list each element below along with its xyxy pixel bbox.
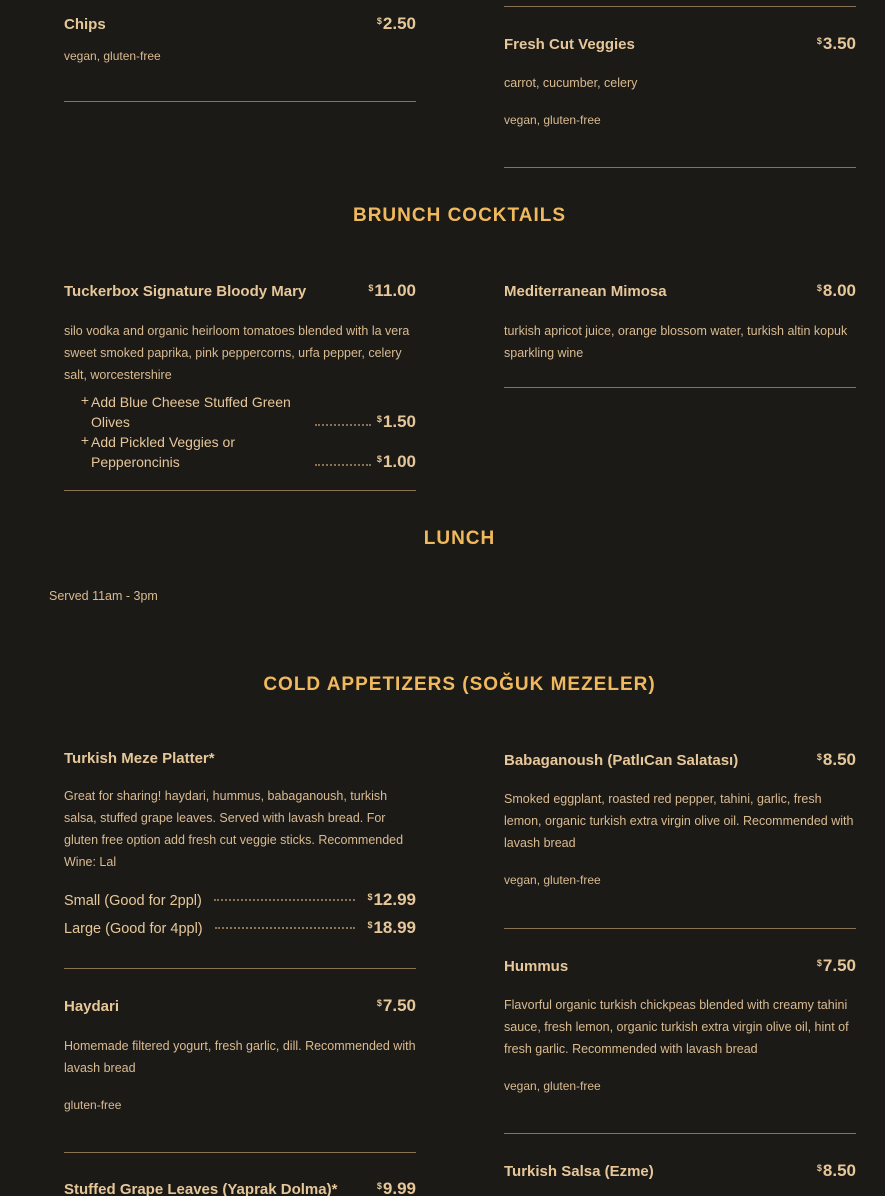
section-title-cold-appetizers: COLD APPETIZERS (SOĞUK MEZELER) — [263, 674, 656, 695]
divider — [504, 387, 856, 388]
dot-leader — [315, 464, 371, 466]
item-name: Babaganoush (PatlıCan Salatası) — [504, 752, 739, 769]
item-tags: vegan, gluten-free — [504, 113, 601, 127]
item-tags: gluten-free — [64, 1098, 122, 1112]
dot-leader — [214, 899, 356, 901]
divider — [64, 1152, 416, 1153]
item-price: $7.50 — [816, 956, 856, 975]
divider — [64, 968, 416, 969]
item-price: $11.00 — [368, 281, 416, 300]
item-description: Homemade filtered yogurt, fresh garlic, dill. Recommended with lavash bread — [64, 1039, 416, 1075]
divider — [64, 490, 416, 491]
section-title-lunch: LUNCH — [423, 528, 496, 549]
addon-pickled-veggies[interactable] — [64, 432, 416, 472]
item-description: Smoked eggplant, roasted red pepper, tahini, garlic, fresh lemon, organic turkish extra virgin olive oil. Recommended with lavash bread — [504, 792, 854, 850]
item-name: Fresh Cut Veggies — [504, 36, 635, 53]
dot-leader — [215, 927, 356, 929]
item-price: $3.50 — [816, 34, 856, 53]
item-description: Great for sharing! haydari, hummus, babaganoush, turkish salsa, stuffed grape leaves. Served with lavash bread. For gluten free option add fresh cut veggie sticks. Recommended Wine: Lal — [64, 789, 404, 869]
dot-leader — [315, 424, 371, 426]
item-name: Turkish Meze Platter* — [64, 750, 215, 767]
item-price: $8.50 — [816, 1161, 856, 1180]
item-description: carrot, cucumber, celery — [504, 76, 638, 90]
addon-label: Add Pickled Veggies or Pepperoncinis — [91, 434, 235, 470]
size-label: Large (Good for 4ppl) — [64, 921, 203, 937]
divider — [64, 101, 416, 102]
add-icon: + — [80, 392, 89, 408]
divider — [504, 1133, 856, 1134]
item-name: Mediterranean Mimosa — [504, 283, 667, 300]
menu-item-mediterranean-mimosa — [504, 281, 856, 364]
menu-item-babaganoush — [504, 750, 856, 887]
item-price: $7.50 — [376, 996, 416, 1015]
addon-price: $1.00 — [376, 452, 416, 471]
divider — [504, 928, 856, 929]
item-name: Chips — [64, 16, 106, 33]
size-price: $18.99 — [367, 918, 416, 937]
item-tags: vegan, gluten-free — [504, 1079, 601, 1093]
menu-item-turkish-meze-platter — [64, 750, 416, 938]
item-name: Hummus — [504, 958, 569, 975]
size-label: Small (Good for 2ppl) — [64, 893, 202, 909]
size-price: $12.99 — [367, 890, 416, 909]
item-name: Turkish Salsa (Ezme) — [504, 1163, 654, 1180]
add-icon: + — [80, 432, 89, 448]
menu-item-chips — [64, 14, 416, 63]
size-option-large[interactable] — [64, 918, 416, 938]
item-tags: vegan, gluten-free — [504, 873, 601, 887]
section-title-brunch-cocktails: BRUNCH COCKTAILS — [352, 205, 567, 226]
item-description: silo vodka and organic heirloom tomatoes blended with la vera sweet smoked paprika, pink peppercorns, urfa pepper, celery salt, worcestershire — [64, 324, 410, 382]
item-description: turkish apricot juice, orange blossom water, turkish altin kopuk sparkling wine — [504, 324, 848, 360]
item-tags: vegan, gluten-free — [64, 49, 161, 63]
divider — [504, 6, 856, 7]
item-price: $8.00 — [816, 281, 856, 300]
menu-item-bloody-mary — [64, 281, 416, 472]
item-description: Flavorful organic turkish chickpeas blended with creamy tahini sauce, fresh lemon, organic turkish extra virgin olive oil, hint of fresh garlic. Recommended with lavash bread — [504, 998, 849, 1056]
addon-label: Add Blue Cheese Stuffed Green Olives — [91, 394, 291, 430]
item-price: $8.50 — [816, 750, 856, 769]
item-name: Tuckerbox Signature Bloody Mary — [64, 283, 307, 300]
menu-item-fresh-cut-veggies — [504, 34, 856, 127]
item-price: $2.50 — [376, 14, 416, 33]
menu-item-haydari — [64, 996, 416, 1112]
menu-item-stuffed-grape-leaves — [64, 1179, 416, 1196]
menu-item-hummus — [504, 956, 856, 1093]
item-price: $9.99 — [376, 1179, 416, 1196]
addon-price: $1.50 — [376, 412, 416, 431]
item-name: Haydari — [64, 998, 120, 1015]
lunch-hours: Served 11am - 3pm — [49, 589, 158, 603]
size-option-small[interactable] — [64, 890, 416, 910]
addon-blue-cheese-olives[interactable] — [64, 392, 416, 432]
divider — [504, 167, 856, 168]
menu-item-turkish-salsa — [504, 1161, 856, 1181]
item-name: Stuffed Grape Leaves (Yaprak Dolma)* — [64, 1181, 338, 1196]
